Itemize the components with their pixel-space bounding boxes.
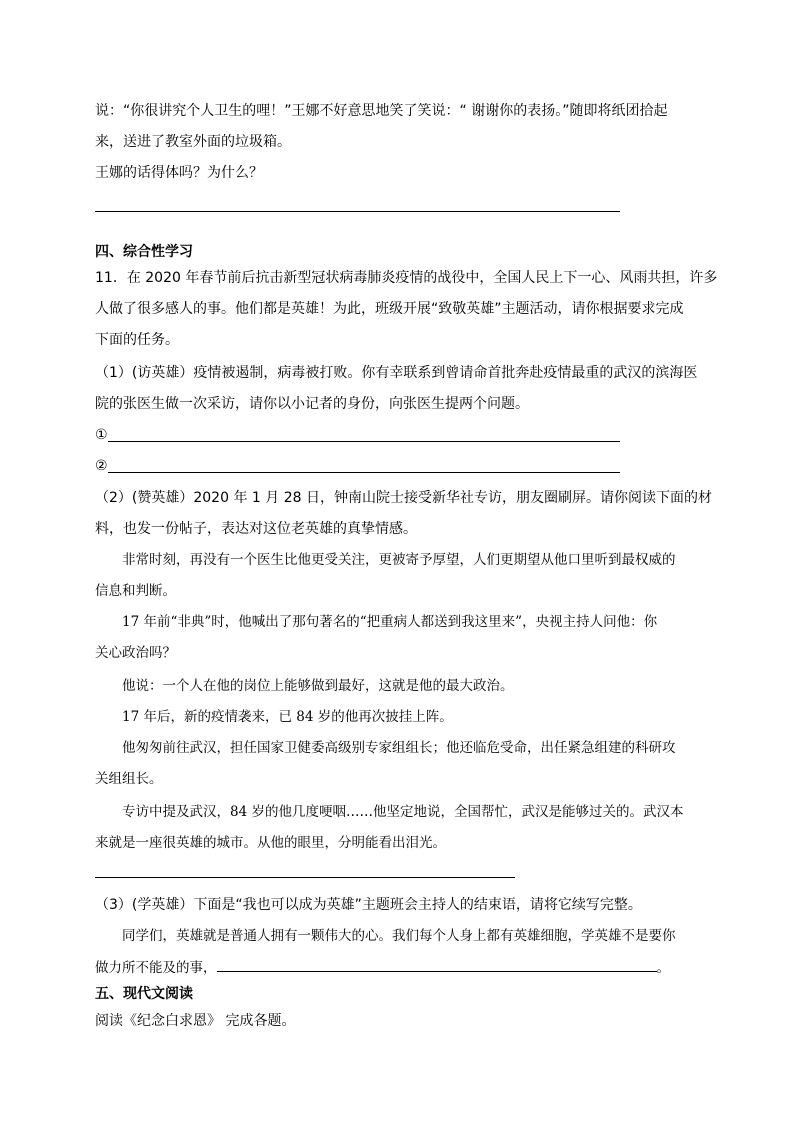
post-answer-line[interactable] xyxy=(95,877,515,878)
blank-marker-1: ① xyxy=(95,427,108,443)
material-para-2-line-2: 关心政治吗？ xyxy=(95,645,176,661)
q11-line-2: 人做了很多感人的事。他们都是英雄！为此，班级开展“致敬英雄”主题活动，请你根据要求完成 xyxy=(95,301,684,317)
part2-line-1: （2）(赞英雄）2020 年 1 月 28 日，钟南山院士接受新华社专访，朋友圈刷屏。请你阅读下面的材 xyxy=(95,490,712,506)
blank-marker-2: ② xyxy=(95,458,108,474)
reading-instruction: 阅读《纪念白求恩》 完成各题。 xyxy=(95,1013,296,1029)
material-para-5-line-1: 他匆匆前往武汉，担任国家卫健委高级别专家组组长；他还临危受命，出任紧急组建的科研攻 xyxy=(122,740,676,756)
q11-line-3: 下面的任务。 xyxy=(95,332,179,348)
material-para-5-line-2: 关组组长。 xyxy=(95,771,163,787)
q11-line-1: 11．在 2020 年春节前后抗击新型冠状病毒肺炎疫情的战役中，全国人民上下一心、风雨共担，许多 xyxy=(95,270,718,286)
closing-quote-end: 。 xyxy=(656,960,670,976)
material-para-1-line-2: 信息和判断。 xyxy=(95,583,176,599)
story-line-1: 说：“你很讲究个人卫生的哩！”王娜不好意思地笑了笑说：“ 谢谢你的表扬。”随即将纸团拾起 xyxy=(95,103,668,119)
story-line-2: 来，送进了教室外面的垃圾箱。 xyxy=(95,134,291,150)
part1-line-1: （1）(访英雄）疫情被遏制，病毒被打败。你有幸联系到曾请命首批奔赴疫情最重的武汉的滨海医 xyxy=(95,365,698,381)
closing-quote-line-1: 同学们，英雄就是普通人拥有一颗伟大的心。我们每个人身上都有英雄细胞，学英雄不是要你 xyxy=(122,928,676,944)
answer-line[interactable] xyxy=(95,211,620,212)
closing-quote-line-2 xyxy=(95,957,670,978)
story-question: 王娜的话得体吗？为什么？ xyxy=(95,165,263,181)
material-para-1-line-1: 非常时刻，再没有一个医生比他更受关注，更被寄予厚望，人们更期望从他口里听到最权威的 xyxy=(122,552,676,568)
material-para-2-line-1: 17 年前“非典”时，他喊出了那句著名的“把重病人都送到我这里来”，央视主持人问他：你 xyxy=(122,614,658,630)
material-para-6-line-1: 专访中提及武汉，84 岁的他几度哽咽……他坚定地说，全国帮忙，武汉是能够过关的。武汉本 xyxy=(122,804,684,820)
section-heading-4: 四、综合性学习 xyxy=(95,244,193,260)
closing-quote-start: 做力所不能及的事， xyxy=(95,960,217,976)
part1-line-2: 院的张医生做一次采访，请你以小记者的身份，向张医生提两个问题。 xyxy=(95,396,529,412)
part2-line-2: 料，也发一份帖子，表达对这位老英雄的真挚情感。 xyxy=(95,521,417,537)
answer-line-1[interactable] xyxy=(108,441,620,442)
closing-answer-blank[interactable] xyxy=(217,957,657,972)
material-para-3: 他说：一个人在他的岗位上能够做到最好，这就是他的最大政治。 xyxy=(122,678,514,694)
material-para-6-line-2: 来就是一座很英雄的城市。从他的眼里，分明能看出泪光。 xyxy=(95,835,446,851)
material-para-4: 17 年后，新的疫情袭来，已 84 岁的他再次披挂上阵。 xyxy=(122,709,453,725)
answer-line-2[interactable] xyxy=(108,472,620,473)
part3-line-1: （3）(学英雄）下面是“我也可以成为英雄”主题班会主持人的结束语，请将它续写完整。 xyxy=(95,897,642,913)
section-heading-5: 五、现代文阅读 xyxy=(95,986,193,1002)
